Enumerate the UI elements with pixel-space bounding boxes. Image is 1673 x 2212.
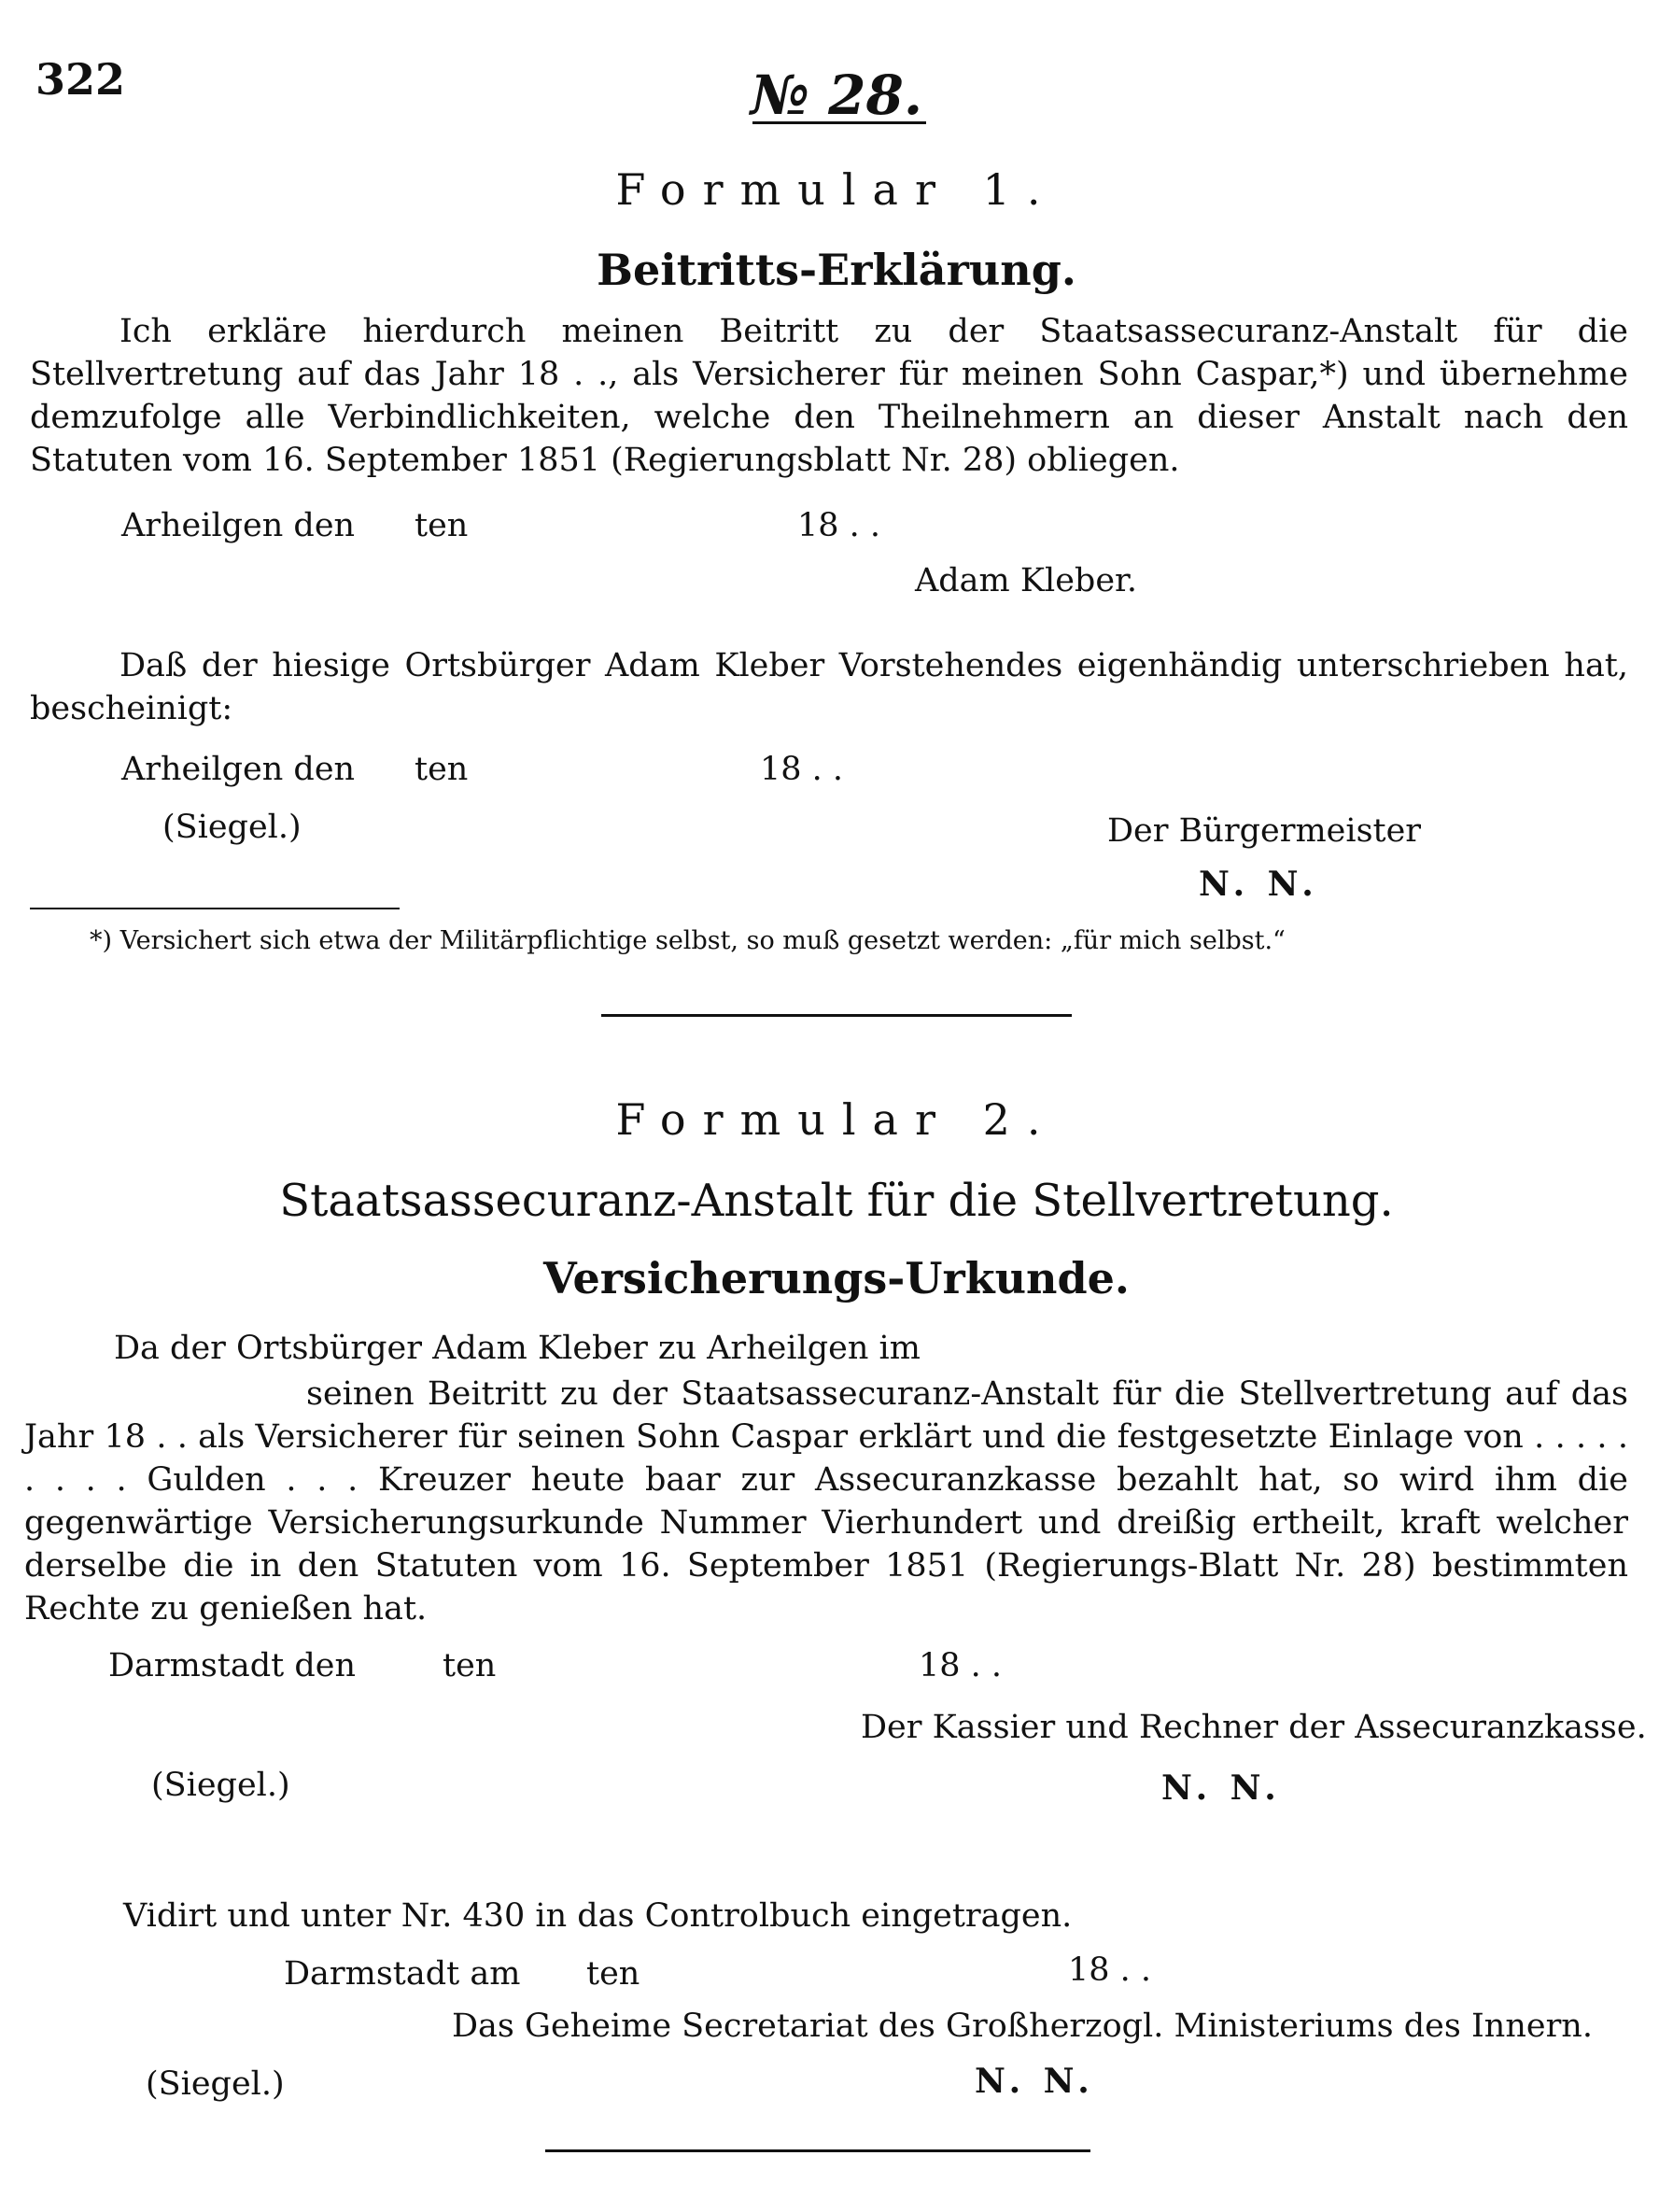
- vidirt-line: Vidirt und unter Nr. 430 in das Controlbuch eingetragen.: [123, 1897, 1073, 1935]
- date-line-2-place: Arheilgen den: [121, 751, 356, 788]
- vidirt-date-year: 18 . .: [1068, 1951, 1152, 1989]
- mayor-name: N. N.: [1199, 865, 1319, 904]
- formular-2-heading: Versicherungs-Urkunde.: [543, 1253, 1130, 1303]
- formular-1-heading: Beitritts-Erklärung.: [597, 245, 1076, 295]
- vidirt-date-place: Darmstadt am: [284, 1955, 521, 1993]
- formular-1-title: Formular 1.: [615, 164, 1058, 215]
- date-line-2-ten: ten: [415, 751, 469, 788]
- certificate-date-year: 18 . .: [919, 1647, 1003, 1684]
- date-line-place: Arheilgen den: [121, 507, 356, 544]
- date-line-2-year: 18 . .: [760, 751, 844, 788]
- issue-number: № 28.: [750, 63, 923, 127]
- date-line-ten: ten: [415, 507, 469, 544]
- certificate-date-place: Darmstadt den: [108, 1647, 356, 1684]
- applicant-signature: Adam Kleber.: [915, 562, 1138, 599]
- certificate-date-ten: ten: [443, 1647, 497, 1684]
- vidirt-date-ten: ten: [586, 1955, 640, 1993]
- certificate-paragraph: seinen Beitritt zu der Staatsassecuranz-Anstalt für die Stellvertretung auf das Jahr 18 . . als Versicherer für seinen Sohn Caspar erklärt und die festgesetzte Einlage von . . . . . . . . . Gulden . . . Kreuzer heute baar zur Assecuranzkasse bezahlt hat, so wird ihm die gegenwärtige Versicherungsurkunde Nummer Vierhundert und dreißig ertheilt, kraft welcher derselbe die in den Statuten vom 16. September 1851 (Regierungs-Blatt Nr. 28) bestimmten Rechte zu genießen hat.: [24, 1375, 1628, 1627]
- seal-label-3: (Siegel.): [146, 2065, 285, 2103]
- ministry-secretariat: Das Geheime Secretariat des Großherzogl. Ministeriums des Innern.: [452, 2008, 1593, 2045]
- seal-label: (Siegel.): [162, 809, 302, 846]
- cashier-name: N. N.: [1161, 1768, 1282, 1808]
- formular-1-paragraph: Ich erkläre hierdurch meinen Beitritt zu der Staatsassecuranz-Anstalt für die Stellvertretung auf das Jahr 18 . ., als Versicherer für meinen Sohn Caspar,*) und übernehme demzufolge alle Verbindlichkeiten, welche den Theilnehmern an dieser Anstalt nach den Statuten vom 16. September 1851 (Regierungsblatt Nr. 28) obliegen.: [30, 313, 1628, 479]
- certificate-paragraph-first-line: Da der Ortsbürger Adam Kleber zu Arheilgen im: [114, 1330, 921, 1367]
- section-separator: [601, 1014, 1072, 1017]
- formular-2-title: Formular 2.: [615, 1094, 1058, 1145]
- seal-label-2: (Siegel.): [151, 1767, 290, 1804]
- issue-underline: [752, 121, 926, 124]
- bottom-separator: [545, 2149, 1090, 2152]
- page-number: 322: [35, 54, 126, 105]
- mayor-title: Der Bürgermeister: [1107, 812, 1422, 850]
- secretariat-name: N. N.: [975, 2062, 1095, 2101]
- date-line-year: 18 . .: [797, 507, 881, 544]
- attestation-paragraph: Daß der hiesige Ortsbürger Adam Kleber Vorstehendes eigenhändig unterschrieben hat, bescheinigt:: [30, 647, 1628, 727]
- footnote-rule: [30, 908, 400, 909]
- footnote: *) Versichert sich etwa der Militärpflichtige selbst, so muß gesetzt werden: „für mich selbst.“: [90, 926, 1286, 955]
- cashier-title: Der Kassier und Rechner der Assecuranzkasse.: [861, 1709, 1647, 1746]
- formular-2-subtitle: Staatsassecuranz-Anstalt für die Stellvertretung.: [279, 1175, 1394, 1227]
